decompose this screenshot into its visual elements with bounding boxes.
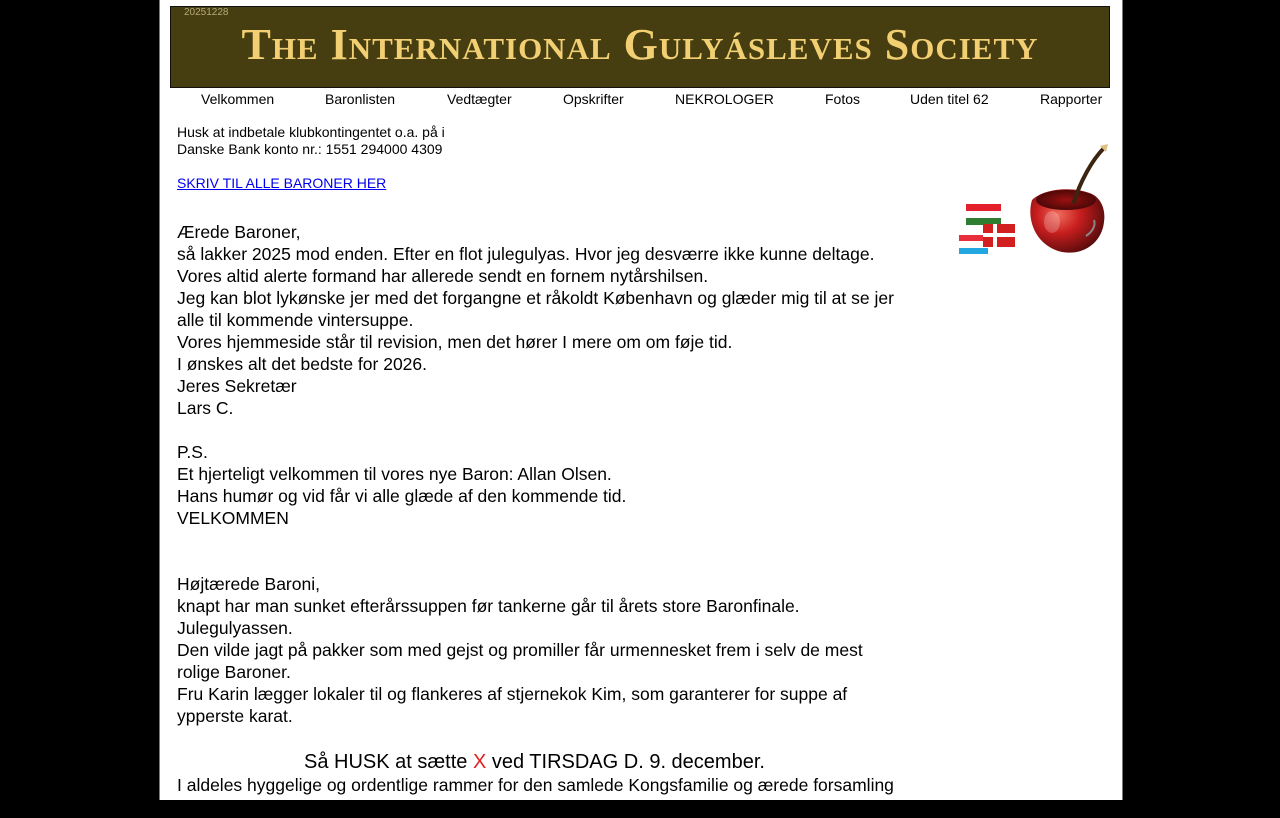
hungarian-flag-icon[interactable] <box>966 204 1001 225</box>
letter-line: Fru Karin lægger lokaler til og flankeres af stjernekok Kim, som garanterer for suppe af ypperste karat. <box>177 684 848 726</box>
nav-item-opskrifter[interactable]: Opskrifter <box>563 91 624 107</box>
letter-content <box>177 221 907 818</box>
nav-item-vedtaegter[interactable]: Vedtægter <box>447 91 512 107</box>
ps-line: P.S. <box>177 442 208 462</box>
nav-item-baronlisten[interactable]: Baronlisten <box>325 91 396 107</box>
letter-line: Vores hjemmeside står til revision, men det hører I mere om om føje tid. <box>177 332 733 352</box>
letter-line: Vores altid alerte formand har allerede sendt en fornem nytårshilsen. <box>177 266 709 286</box>
letter-line: Jeres Sekretær <box>177 376 297 396</box>
ps-line: VELKOMMEN <box>177 508 289 528</box>
letter-line: Jeg kan blot lykønske jer med det forgangne et råkoldt København og glæder mig til at se jer alle til kommende vintersuppe. <box>177 288 894 330</box>
letter-line: I ønskes alt det bedste for 2026. <box>177 354 428 374</box>
payment-notice <box>177 124 445 158</box>
letter-line: Julegulyassen. <box>177 618 293 638</box>
nav-item-fotos[interactable]: Fotos <box>825 91 861 107</box>
letter-line: så lakker 2025 mod enden. Efter en flot julegulyas. Hvor jeg desværre ikke kunne deltage. <box>177 244 875 264</box>
notice-bank-account: Danske Bank konto nr.: 1551 294000 4309 <box>177 141 443 157</box>
danish-flag-icon[interactable] <box>983 224 1015 247</box>
reminder-x-mark: X <box>472 751 487 773</box>
nav-item-rapporter[interactable]: Rapporter <box>1040 91 1103 107</box>
notice-line: Husk at indbetale klubkontingentet o.a. på i <box>177 124 445 140</box>
nav-item-nekrologer[interactable]: NEKROLOGER <box>675 91 774 107</box>
site-title: The International Gulyásleves Society <box>241 20 1039 69</box>
nav-item-velkommen[interactable]: Velkommen <box>201 91 275 107</box>
reminder-date: ved TIRSDAG D. 9. december. <box>486 751 765 773</box>
goulash-bowl-icon <box>1022 142 1112 258</box>
ps-line: Et hjerteligt velkommen til vores nye Baron: Allan Olsen. <box>177 464 612 484</box>
write-to-all-barons-link[interactable]: SKRIV TIL ALLE BARONER HER <box>177 175 387 191</box>
date-reminder <box>177 750 907 774</box>
language-flags <box>957 202 1017 258</box>
banner-date: 20251228 <box>184 7 229 18</box>
page <box>159 0 1123 817</box>
ps-line: Hans humør og vid får vi alle glæde af den kommende tid. <box>177 486 627 506</box>
main-nav <box>170 91 1110 111</box>
letter-line: knapt har man sunket efterårssuppen før tankerne går til årets store Baronfinale. <box>177 596 800 616</box>
letter-signature: Lars C. <box>177 398 234 418</box>
reminder-text: Så HUSK at sætte <box>304 751 473 773</box>
letter-line: I aldeles hyggelige og ordentlige rammer for den samlede Kongsfamilie og ærede forsamling af udvalgte Baroner. <box>177 775 894 817</box>
site-banner <box>170 6 1110 88</box>
nav-item-uden-titel-62[interactable]: Uden titel 62 <box>910 91 989 107</box>
letter-line: Højtærede Baroni, <box>177 574 320 594</box>
letter-line: Den vilde jagt på pakker som med gejst og promiller får urmennesket frem i selv de mest rolige Baroner. <box>177 640 863 682</box>
letter-line: Ærede Baroner, <box>177 222 301 242</box>
